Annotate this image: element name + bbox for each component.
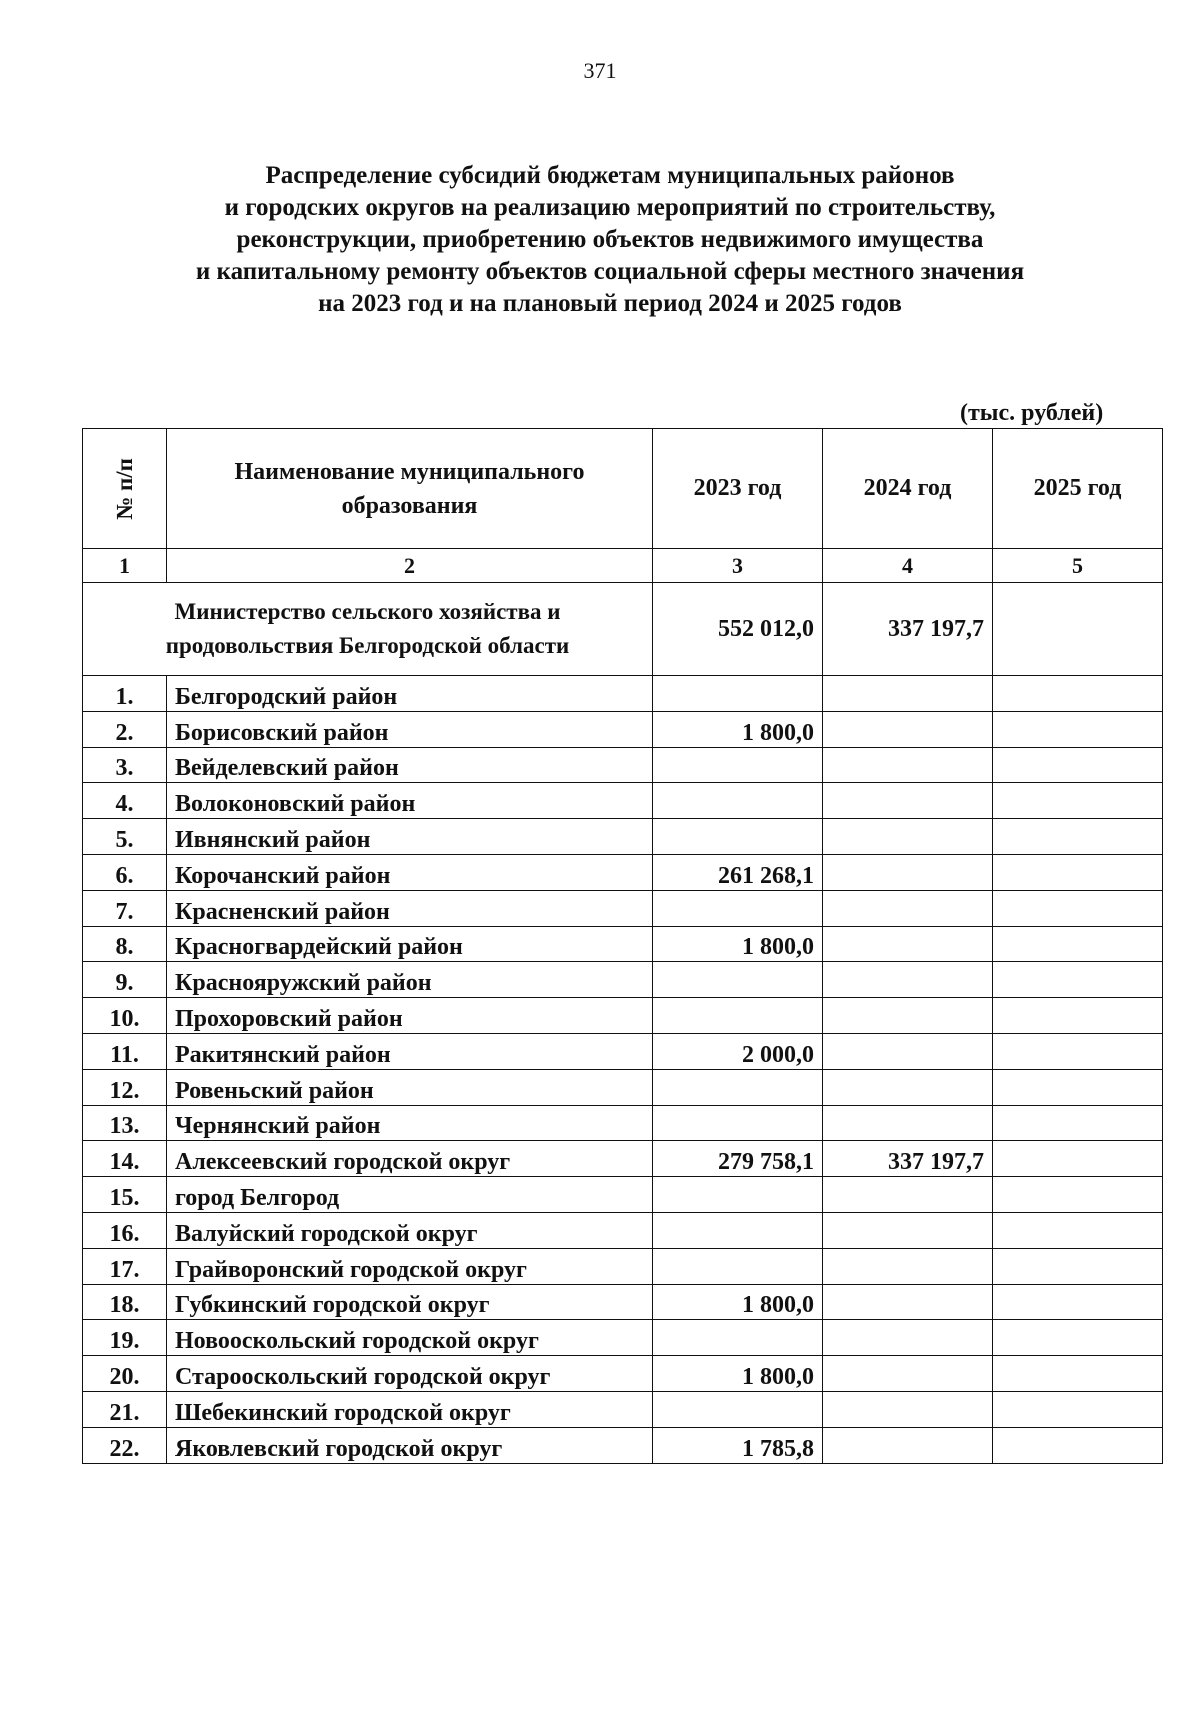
row-number: 13. (83, 1105, 167, 1141)
value-2024 (823, 711, 993, 747)
table-row (83, 962, 1163, 998)
row-number: 21. (83, 1391, 167, 1427)
municipality-name: Валуйский городской округ (167, 1212, 653, 1248)
ministry-2025 (993, 583, 1163, 676)
value-2025 (993, 1320, 1163, 1356)
value-2025 (993, 676, 1163, 712)
column-index: 5 (993, 549, 1163, 583)
value-2023 (653, 998, 823, 1034)
row-number: 20. (83, 1356, 167, 1392)
value-2023 (653, 1320, 823, 1356)
page-number: 371 (583, 58, 617, 83)
title-line: Распределение субсидий бюджетам муниципальных районов (265, 162, 955, 189)
title-line: и городских округов на реализацию мероприятий по строительству, (224, 194, 996, 221)
row-number: 10. (83, 998, 167, 1034)
row-number: 7. (83, 890, 167, 926)
value-2023: 1 800,0 (653, 1356, 823, 1392)
ministry-2023: 552 012,0 (653, 583, 823, 676)
header-2025: 2025 год (993, 429, 1163, 549)
table-row (83, 926, 1163, 962)
value-2025 (993, 1069, 1163, 1105)
value-2025 (993, 998, 1163, 1034)
value-2024 (823, 1248, 993, 1284)
value-2023 (653, 819, 823, 855)
header-2024: 2024 год (823, 429, 993, 549)
value-2025 (993, 1391, 1163, 1427)
municipality-name: Корочанский район (167, 854, 653, 890)
column-index: 4 (823, 549, 993, 583)
municipality-name: Шебекинский городской округ (167, 1391, 653, 1427)
value-2023: 2 000,0 (653, 1033, 823, 1069)
value-2024 (823, 890, 993, 926)
value-2025 (993, 890, 1163, 926)
municipality-name: Прохоровский район (167, 998, 653, 1034)
table-row (83, 998, 1163, 1034)
value-2025 (993, 819, 1163, 855)
value-2025 (993, 747, 1163, 783)
municipality-name: Красненский район (167, 890, 653, 926)
municipality-name: Алексеевский городской округ (167, 1141, 653, 1177)
ministry-2024: 337 197,7 (823, 583, 993, 676)
value-2023 (653, 1105, 823, 1141)
value-2023 (653, 1391, 823, 1427)
row-number: 17. (83, 1248, 167, 1284)
value-2023 (653, 1177, 823, 1213)
row-number: 1. (83, 676, 167, 712)
row-number: 14. (83, 1141, 167, 1177)
column-index: 2 (167, 549, 653, 583)
value-2023 (653, 1248, 823, 1284)
value-2025 (993, 1212, 1163, 1248)
table-row (83, 1069, 1163, 1105)
municipality-name: Губкинский городской округ (167, 1284, 653, 1320)
row-number: 6. (83, 854, 167, 890)
table-row (83, 1391, 1163, 1427)
value-2024 (823, 962, 993, 998)
row-number: 18. (83, 1284, 167, 1320)
row-number: 15. (83, 1177, 167, 1213)
value-2023 (653, 676, 823, 712)
table-row (83, 1284, 1163, 1320)
value-2023: 1 785,8 (653, 1427, 823, 1463)
municipality-name: Ракитянский район (167, 1033, 653, 1069)
value-2025 (993, 1177, 1163, 1213)
column-index: 1 (83, 549, 167, 583)
municipality-name: Чернянский район (167, 1105, 653, 1141)
value-2025 (993, 1033, 1163, 1069)
municipality-name: Старооскольский городской округ (167, 1356, 653, 1392)
row-number: 11. (83, 1033, 167, 1069)
municipality-name: Белгородский район (167, 676, 653, 712)
value-2023 (653, 783, 823, 819)
value-2025 (993, 711, 1163, 747)
table-row (83, 854, 1163, 890)
municipality-name: Новооскольский городской округ (167, 1320, 653, 1356)
units-label: (тыс. рублей) (960, 400, 1104, 426)
row-number: 19. (83, 1320, 167, 1356)
value-2024 (823, 676, 993, 712)
value-2024 (823, 1033, 993, 1069)
value-2023 (653, 962, 823, 998)
value-2023: 261 268,1 (653, 854, 823, 890)
municipality-name: Борисовский район (167, 711, 653, 747)
value-2024 (823, 854, 993, 890)
value-2025 (993, 1356, 1163, 1392)
table-row (83, 783, 1163, 819)
value-2024 (823, 998, 993, 1034)
value-2024 (823, 1320, 993, 1356)
value-2024 (823, 747, 993, 783)
municipality-name: Ровеньский район (167, 1069, 653, 1105)
value-2025 (993, 1427, 1163, 1463)
table-row (83, 1177, 1163, 1213)
value-2023 (653, 747, 823, 783)
table-row (83, 747, 1163, 783)
value-2025 (993, 962, 1163, 998)
value-2024 (823, 1356, 993, 1392)
value-2025 (993, 1248, 1163, 1284)
value-2025 (993, 1141, 1163, 1177)
header-row (83, 429, 1163, 549)
municipality-name: Яковлевский городской округ (167, 1427, 653, 1463)
column-index-row (83, 549, 1163, 583)
row-number: 8. (83, 926, 167, 962)
value-2023: 279 758,1 (653, 1141, 823, 1177)
table-row (83, 1141, 1163, 1177)
row-number: 12. (83, 1069, 167, 1105)
title-line: реконструкции, приобретению объектов недвижимого имущества (236, 226, 984, 253)
row-number: 22. (83, 1427, 167, 1463)
row-number: 5. (83, 819, 167, 855)
value-2024 (823, 1069, 993, 1105)
row-number: 3. (83, 747, 167, 783)
municipality-name: Краснояружский район (167, 962, 653, 998)
value-2023: 1 800,0 (653, 1284, 823, 1320)
value-2024 (823, 1284, 993, 1320)
table-row (83, 676, 1163, 712)
municipality-name: Волоконовский район (167, 783, 653, 819)
value-2024: 337 197,7 (823, 1141, 993, 1177)
table-row (83, 890, 1163, 926)
municipality-name: Ивнянский район (167, 819, 653, 855)
municipality-name: Грайворонский городской округ (167, 1248, 653, 1284)
value-2023: 1 800,0 (653, 926, 823, 962)
value-2023 (653, 1069, 823, 1105)
ministry-row (83, 583, 1163, 676)
value-2023 (653, 1212, 823, 1248)
ministry-name: Министерство сельского хозяйства и продовольствия Белгородской области (83, 583, 653, 676)
value-2024 (823, 1212, 993, 1248)
value-2024 (823, 783, 993, 819)
row-number: 9. (83, 962, 167, 998)
value-2025 (993, 783, 1163, 819)
subsidy-table (82, 428, 1163, 1464)
value-2024 (823, 1427, 993, 1463)
value-2024 (823, 1177, 993, 1213)
municipality-name: город Белгород (167, 1177, 653, 1213)
table-row (83, 1105, 1163, 1141)
row-number: 2. (83, 711, 167, 747)
header-name: Наименование муниципального образования (167, 429, 653, 549)
value-2023: 1 800,0 (653, 711, 823, 747)
value-2025 (993, 926, 1163, 962)
value-2024 (823, 1391, 993, 1427)
row-number: 4. (83, 783, 167, 819)
table-row (83, 1033, 1163, 1069)
value-2024 (823, 926, 993, 962)
municipality-name: Вейделевский район (167, 747, 653, 783)
value-2025 (993, 1105, 1163, 1141)
value-2025 (993, 1284, 1163, 1320)
municipality-name: Красногвардейский район (167, 926, 653, 962)
column-index: 3 (653, 549, 823, 583)
table-row (83, 711, 1163, 747)
table-row (83, 819, 1163, 855)
title-line: и капитальному ремонту объектов социальной сферы местного значения (195, 258, 1025, 285)
value-2025 (993, 854, 1163, 890)
document-title (100, 160, 1120, 320)
table-row (83, 1320, 1163, 1356)
header-num: № п/п (83, 429, 167, 549)
value-2023 (653, 890, 823, 926)
row-number: 16. (83, 1212, 167, 1248)
value-2024 (823, 819, 993, 855)
header-2023: 2023 год (653, 429, 823, 549)
table-row (83, 1248, 1163, 1284)
title-line: на 2023 год и на плановый период 2024 и 2025 годов (318, 290, 902, 317)
table-row (83, 1427, 1163, 1463)
table-row (83, 1212, 1163, 1248)
table-row (83, 1356, 1163, 1392)
value-2024 (823, 1105, 993, 1141)
